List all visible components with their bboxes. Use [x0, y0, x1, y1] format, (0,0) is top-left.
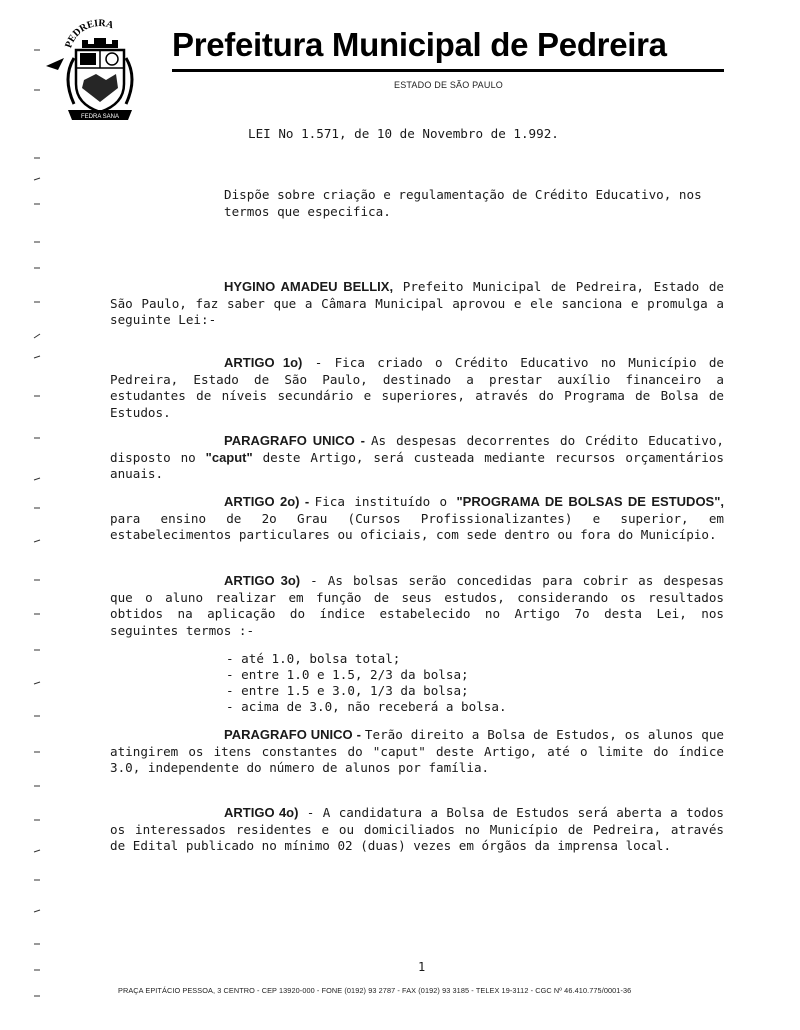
law-title: LEI No 1.571, de 10 de Novembro de 1.992.	[248, 126, 559, 141]
organization-name: Prefeitura Municipal de Pedreira	[172, 26, 667, 63]
article-4	[110, 805, 724, 855]
article-1-text: - Fica criado o Crédito Educativo no Município de Pedreira, Estado de São Paulo, destinado a prestar auxílio financeiro a estudantes de níveis secundário e superiores, através do Programa de Bolsa de Estudos.	[110, 355, 724, 420]
article-2-heading: ARTIGO 2o) -	[224, 494, 315, 509]
crest-top-text: PEDREIRA	[63, 18, 115, 50]
list-item: - acima de 3.0, não receberá a bolsa.	[226, 699, 507, 714]
article-3-text: - As bolsas serão concedidas para cobrir as despesas que o aluno realizar em função de seus estudos, considerando os resultados obtidos na aplicação do índice estabelecido no Artigo 7o desta Lei, nos seguintes termos :-	[110, 573, 724, 638]
law-summary: Dispõe sobre criação e regulamentação de Crédito Educativo, nos termos que especifica.	[224, 187, 702, 219]
program-name: "PROGRAMA DE BOLSAS DE ESTUDOS",	[456, 494, 725, 509]
article-2	[110, 494, 724, 544]
article-1	[110, 355, 724, 421]
caput-term: "caput"	[205, 449, 253, 465]
page-number: 1	[418, 960, 426, 974]
paragraph-heading: PARAGRAFO UNICO -	[224, 433, 371, 448]
article-3-heading: ARTIGO 3o)	[224, 573, 301, 588]
article-2-text-2: para ensino de 2o Grau (Cursos Profissionalizantes) e superior, em estabelecimentos particulares ou oficiais, com sede dentro ou fora do Município.	[110, 510, 724, 542]
paragraph-text: As despesas decorrentes do Crédito Educativo, disposto no	[110, 433, 724, 465]
paragraph-text: Terão direito a Bolsa de Estudos, os alunos que atingirem os itens constantes do "caput" deste Artigo, até o limite do índice 3.0, independente do número de alunos por família.	[110, 727, 725, 775]
list-item: - entre 1.0 e 1.5, 2/3 da bolsa;	[226, 667, 469, 682]
organization-subtitle: ESTADO DE SÃO PAULO	[394, 80, 503, 90]
article-4-text: - A candidatura a Bolsa de Estudos será aberta a todos os interessados residentes e ou domiciliados no Município de Pedreira, através de Edital publicado no mínimo 02 (duas) vezes em órgãos da imprensa local.	[110, 805, 725, 853]
preamble	[110, 279, 724, 329]
crest-motto: FEDRA SANA	[80, 114, 120, 120]
article-1-heading: ARTIGO 1o)	[224, 355, 303, 370]
paragraph-text-2: deste Artigo, será custeada mediante recursos orçamentários anuais.	[110, 449, 724, 481]
article-4-heading: ARTIGO 4o)	[224, 805, 299, 820]
article-3	[110, 573, 724, 639]
margin-marks	[30, 40, 46, 1020]
list-item: - entre 1.5 e 3.0, 1/3 da bolsa;	[226, 683, 469, 698]
preamble-text: Prefeito Municipal de Pedreira, Estado de São Paulo, faz saber que a Câmara Municipal aprovou e ele sanciona e promulga a seguinte Lei:-	[110, 279, 724, 327]
coat-of-arms-icon	[40, 18, 150, 126]
mayor-name: HYGINO AMADEU BELLIX,	[224, 279, 394, 294]
article-1-paragraph	[110, 433, 724, 483]
article-2-text: Fica instituído o	[314, 494, 457, 509]
article-3-list	[226, 651, 507, 715]
header-rule	[172, 69, 724, 72]
list-item: - até 1.0, bolsa total;	[226, 651, 401, 666]
footer-address: PRAÇA EPITÁCIO PESSOA, 3 CENTRO - CEP 13920-000 - FONE (0192) 93 2787 - FAX (0192) 93 3185 - TELEX 19-3112 - CGC Nº 46.410.775/0001-36	[118, 986, 632, 995]
paragraph-heading: PARAGRAFO UNICO -	[224, 727, 365, 742]
article-3-paragraph	[110, 727, 724, 777]
